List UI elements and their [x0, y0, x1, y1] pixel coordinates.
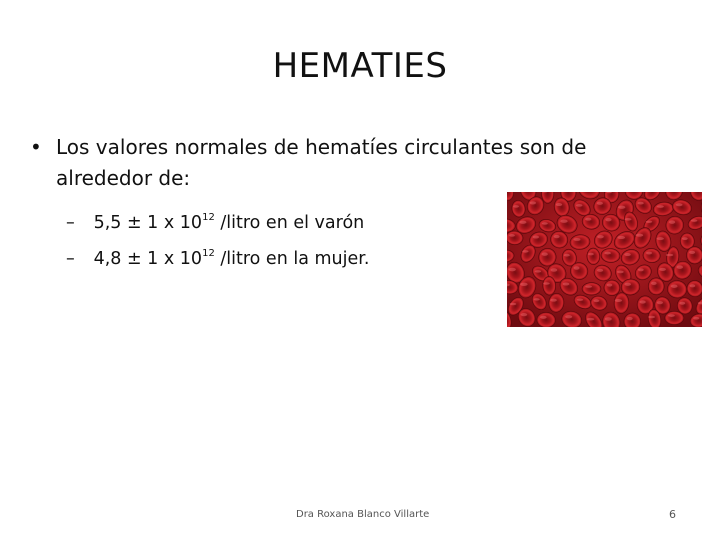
blood-cell — [686, 246, 702, 264]
blood-cell-highlight — [657, 205, 664, 208]
blood-cell-highlight — [535, 270, 541, 273]
value-text: 4,8 ± 1 x 10 — [88, 249, 203, 269]
blood-cell-highlight — [617, 236, 625, 239]
blood-cell-highlight — [597, 202, 603, 205]
blood-cell-highlight — [677, 265, 683, 269]
blood-cell-highlight — [597, 269, 603, 272]
blood-cell-highlight — [627, 317, 633, 320]
blood-cell-highlight — [573, 238, 580, 241]
blood-cell-highlight — [543, 282, 550, 285]
exponent: 12 — [202, 248, 215, 259]
unit-text: /litro en la mujer. — [214, 249, 370, 269]
blood-cell — [648, 278, 664, 295]
blood-cell-highlight — [542, 252, 548, 255]
blood-cell-highlight — [508, 268, 515, 272]
exponent: 12 — [202, 212, 215, 223]
blood-cell-highlight — [574, 266, 580, 270]
blood-cell-highlight — [668, 314, 675, 317]
blood-cell-highlight — [520, 283, 528, 286]
blood-cell-highlight — [624, 253, 631, 256]
blood-cell-highlight — [605, 317, 612, 320]
slide-title: HEMATIES — [272, 46, 448, 86]
blood-cell-highlight — [679, 302, 685, 305]
blood-cell-highlight — [577, 299, 583, 301]
blood-cell-highlight — [530, 201, 536, 204]
blood-cell-highlight — [669, 220, 675, 224]
blood-cell-highlight — [666, 254, 673, 256]
blood-cell-highlight — [585, 218, 591, 221]
blood-cell-highlight — [604, 252, 611, 255]
footer-author: Dra Roxana Blanco Villarte — [296, 509, 430, 520]
blood-cell-highlight — [576, 204, 583, 207]
bullet-dot: • — [30, 135, 42, 159]
blood-cell-highlight — [542, 222, 548, 224]
blood-cell-highlight — [690, 284, 696, 287]
blood-cell-highlight — [509, 303, 516, 306]
blood-cell-highlight — [564, 254, 570, 257]
blood-cell-highlight — [639, 300, 645, 303]
blood-cell-highlight — [550, 299, 557, 302]
blood-cell-highlight — [522, 250, 528, 253]
blood-cell-highlight — [615, 299, 622, 302]
blood-cell-highlight — [587, 318, 595, 321]
blood-cell-highlight — [636, 234, 644, 237]
red-blood-cells-illustration — [507, 192, 702, 327]
blood-cell-highlight — [625, 218, 632, 221]
blood-cell-highlight — [597, 235, 604, 238]
blood-cell-highlight — [657, 301, 663, 304]
blood-cell-highlight — [534, 298, 540, 301]
blood-cell-highlight — [682, 237, 688, 240]
blood-cell-highlight — [646, 252, 652, 255]
bullet-text: Los valores normales de hematíes circulantes son de alrededor de: — [56, 135, 587, 190]
blood-cell-highlight — [585, 285, 592, 288]
blood-cell-highlight — [560, 219, 567, 222]
blood-cell-highlight — [637, 202, 643, 205]
blood-cell-highlight — [691, 219, 697, 221]
blood-cell-highlight — [588, 253, 594, 256]
blood-cell-highlight — [540, 316, 547, 319]
blood-cell-highlight — [521, 313, 528, 316]
value-text: 5,5 ± 1 x 10 — [88, 213, 203, 233]
page-number: 6 — [669, 508, 676, 521]
blood-cell-highlight — [657, 237, 664, 240]
blood-cell-highlight — [513, 205, 519, 208]
blood-cell-highlight — [618, 206, 625, 209]
dash-marker: – — [66, 213, 75, 233]
blood-cell-highlight — [617, 270, 624, 273]
unit-text: /litro en el varón — [214, 213, 365, 233]
blood-cell-highlight — [638, 268, 644, 271]
blood-cell-highlight — [593, 299, 599, 302]
blood-cell-highlight — [676, 203, 683, 206]
blood-cell-highlight — [554, 235, 560, 238]
bullet-point — [30, 132, 660, 194]
blood-cell-highlight — [671, 284, 678, 287]
blood-cell — [582, 283, 601, 296]
blood-cell-highlight — [624, 283, 631, 286]
blood-cell-highlight — [648, 316, 655, 319]
blood-cell-highlight — [605, 218, 611, 221]
dash-marker: – — [66, 249, 75, 269]
blood-cell-highlight — [509, 234, 515, 237]
blood-cell-highlight — [607, 283, 613, 286]
blood-cell-highlight — [563, 282, 570, 285]
sub-bullet-female — [66, 242, 369, 271]
red-blood-cells-image — [507, 192, 702, 327]
blood-cell — [665, 311, 684, 325]
blood-cell-highlight — [693, 317, 699, 320]
blood-cell-highlight — [651, 282, 657, 285]
blood-cell-highlight — [519, 221, 526, 224]
sub-bullet-male — [66, 206, 364, 235]
blood-cell-highlight — [550, 268, 557, 272]
blood-cell-highlight — [659, 268, 666, 271]
blood-cell-highlight — [689, 251, 695, 254]
blood-cell-highlight — [646, 221, 652, 223]
blood-cell-highlight — [556, 203, 563, 206]
blood-cell-highlight — [533, 236, 539, 239]
blood-cell-highlight — [565, 315, 572, 318]
